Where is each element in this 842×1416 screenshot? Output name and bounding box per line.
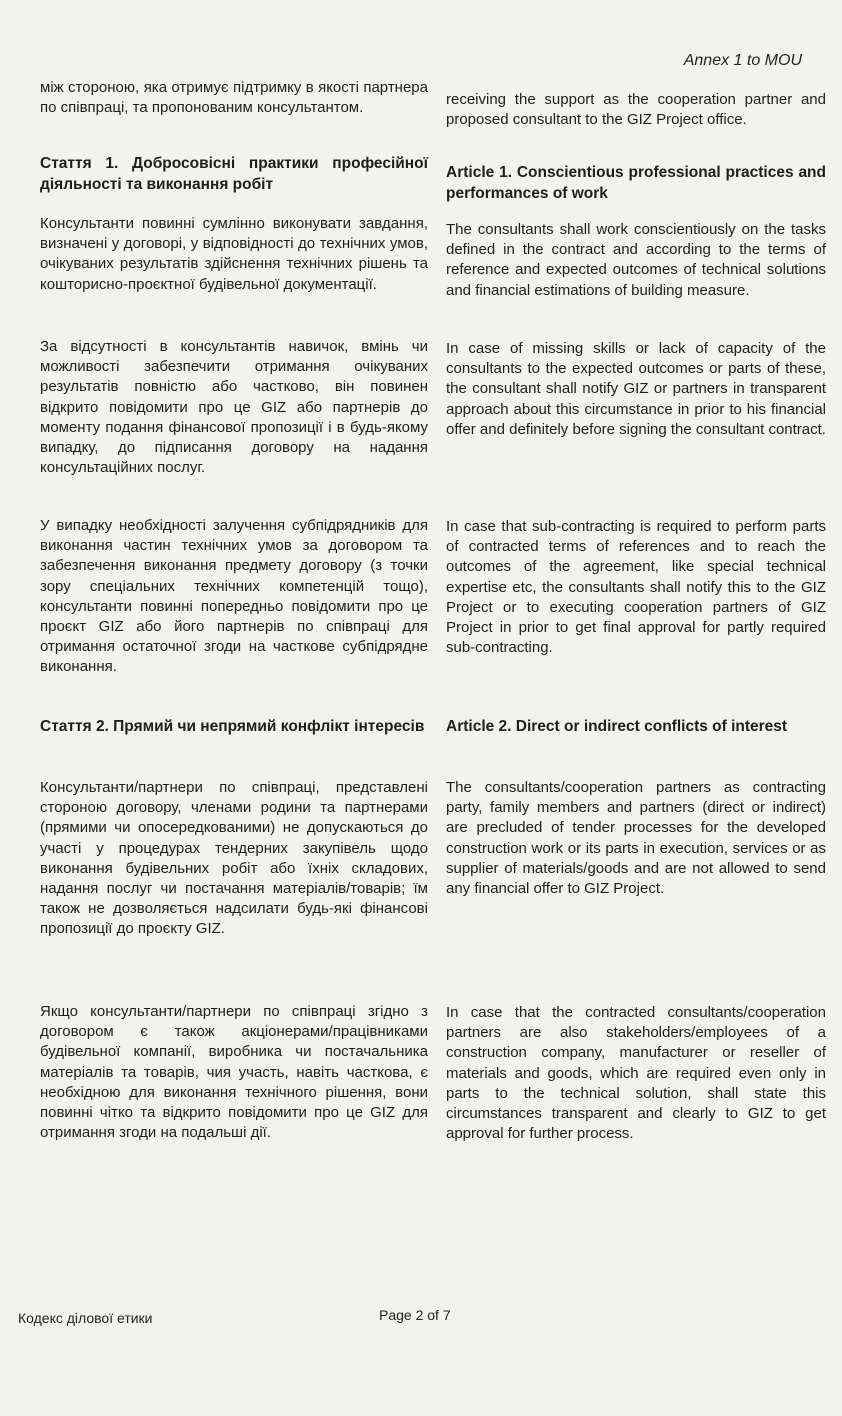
footer-page-number: Page 2 of 7 (379, 1307, 451, 1323)
annex-label: Annex 1 to MOU (683, 52, 802, 69)
intro-paragraph-en: receiving the support as the cooperation partner and proposed consultant to the GIZ Project office. (446, 91, 826, 129)
article1-paragraph1-en: The consultants shall work conscientiously on the tasks defined in the contract and according to the terms of reference and expected outcomes of technical solutions and financial estimations of building measure. (446, 221, 826, 299)
article2-heading-en: Article 2. Direct or indirect conflicts of interest (446, 718, 788, 735)
article2-paragraph2-en: In case that the contracted consultants/cooperation partners are also stakeholders/employees of a construction company, manufacturer or reseller of materials and goods, which are required even only in parts to the technical solution, shall state this circumstances transparent and clearly to GIZ to get approval for further process. (446, 1004, 826, 1143)
article1-paragraph1-uk: Консультанти повинні сумлінно виконувати завдання, визначені у договорі, у відповідності до технічних умов, очікуваних результатів здійснення технічних рішень та кошторисно-проєктної будівельної документації. (40, 215, 428, 293)
article1-heading-uk: Стаття 1. Добросовісні практики професійної діяльності та виконання робіт (40, 155, 428, 193)
intro-paragraph-uk: між стороною, яка отримує підтримку в якості партнера по співпраці, та пропонованим консультантом. (40, 79, 428, 117)
article2-heading-uk: Стаття 2. Прямий чи непрямий конфлікт інтересів (40, 718, 425, 735)
article2-paragraph1-en: The consultants/cooperation partners as contracting party, family members and partners (direct or indirect) are precluded of tender processes for the developed construction work or its parts in execution, services or as supplier of materials/goods and are not allowed to send any financial offer to GIZ Project. (446, 779, 826, 898)
article1-paragraph2-en: In case of missing skills or lack of capacity of the consultants to the expected outcomes or parts of these, the consultant shall notify GIZ or partners in transparent approach about this circumstance in prior to his financial offer and definitely before signing the consultant contract. (446, 340, 826, 438)
article1-paragraph3-uk: У випадку необхідності залучення субпідрядників для виконання частин технічних умов за договором та забезпечення виконання предмету договору (з точки зору спеціальних технічних компетенцій тощо), консультанти повинні попередньо повідомити про це проєкт GIZ або його партнерів по співпраці для отримання остаточної згоди на часткове субпідрядне виконання. (40, 517, 428, 676)
article1-paragraph2-uk: За відсутності в консультантів навичок, вмінь чи можливості забезпечити отримання очікуваних результатів повністю або частково, він повинен відкрито повідомити про це GIZ або партнерів до моменту подання фінансової пропозиції і в будь-якому випадку, до підписання договору на надання консультаційних послуг. (40, 338, 428, 477)
article2-paragraph2-uk: Якщо консультанти/партнери по співпраці згідно з договором є також акціонерами/працівниками будівельної компанії, виробника чи постачальника матеріалів та товарів, чия участь, навіть часткова, є необхідною для виконання технічного рішення, вони повинні чітко та відкрито повідомити про це GIZ для отримання згоди на подальші дії. (40, 1003, 428, 1142)
article1-paragraph3-en: In case that sub-contracting is required to perform parts of contracted terms of references and to reach the outcomes of the agreement, like special technical expertise etc, the consultants shall notify this to the GIZ Project or to executing cooperation partners of GIZ Project in prior to get final approval for partly required sub-contracting. (446, 518, 826, 657)
article2-paragraph1-uk: Консультанти/партнери по співпраці, представлені стороною договору, членами родини та партнерами (прямими чи опосередкованими) не допускаються до участі у процедурах тендерних закупівель щодо виконання будівельних робіт або їхніх складових, надання послуг чи постачання матеріалів/товарів; їм також не дозволяється надсилати будь-які фінансові пропозиції до проєкту GIZ. (40, 779, 428, 938)
article1-heading-en: Article 1. Conscientious professional practices and performances of work (446, 164, 826, 202)
footer-document-title: Кодекс ділової етики (18, 1310, 153, 1326)
